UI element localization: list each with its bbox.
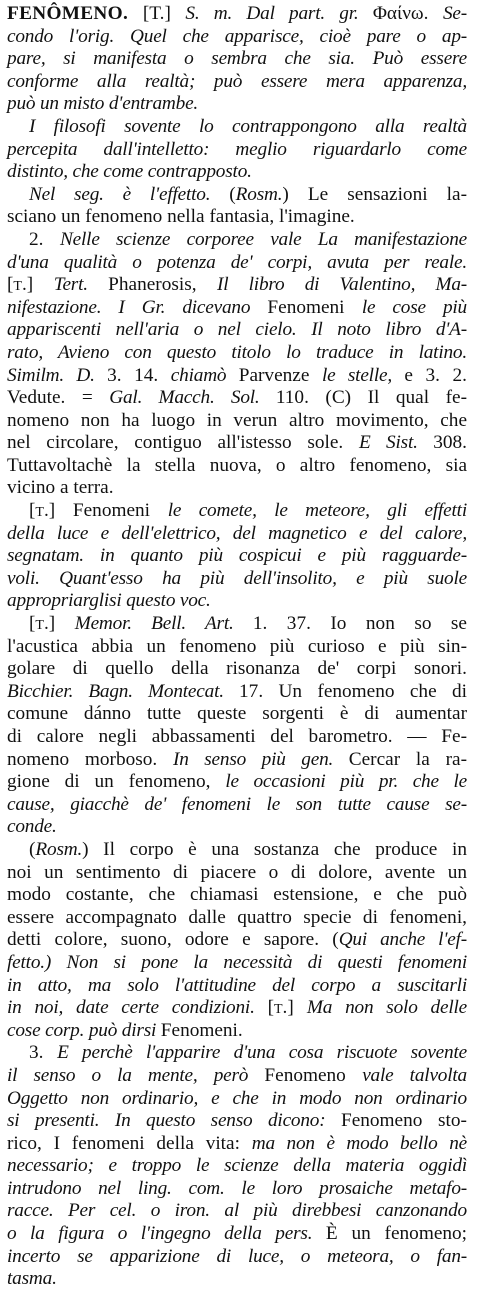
text-run: conde.	[7, 816, 57, 838]
text-line	[7, 975, 467, 998]
text-run: cose corp. può dirsi	[7, 1019, 161, 1041]
text-run: 110. (C) Il qual fe-	[275, 387, 467, 409]
text-run: incerto se apparizione di luce, o meteora, o fan-	[7, 1245, 467, 1267]
text-run: segnatam. in quanto più cospicui e più ragguarde-	[7, 545, 467, 567]
text-run: può un misto d'entrambe.	[7, 93, 199, 115]
text-run: Vedute. =	[7, 387, 110, 409]
text-run: [	[267, 997, 274, 1019]
text-run: 17. Un fenomeno che di	[239, 680, 467, 702]
text-run: 3. 14.	[107, 364, 171, 386]
text-run: fetto.) Non si pone la necessità di questi fenomeni	[7, 951, 467, 973]
text-run: Fenomeno	[264, 1064, 363, 1086]
text-line	[7, 297, 467, 320]
text-line	[7, 477, 467, 500]
text-run: voli. Quant'esso ha più dell'insolito, e più suole	[7, 567, 467, 589]
text-line	[7, 387, 467, 410]
text-run: Tert.	[53, 274, 109, 296]
text-line	[7, 726, 467, 749]
text-run: chiamò	[170, 364, 239, 386]
text-run: essere accompagnato dalle quattro specie di fenomeni,	[7, 906, 467, 928]
text-run: modo costante, che chiamasi estensione, e che può	[7, 884, 467, 906]
text-run: E Sist.	[358, 432, 434, 454]
text-line	[7, 48, 467, 71]
text-line	[7, 319, 467, 342]
text-line	[7, 1042, 467, 1065]
text-run: Tuttavoltachè la stella nuova, o altro fenomeno, sia	[7, 454, 467, 476]
text-run: ma non è modo bello nè	[251, 1132, 467, 1154]
text-line	[7, 568, 467, 591]
text-line	[7, 1133, 467, 1156]
text-run: ]	[287, 997, 307, 1019]
text-run: Fenomeni	[267, 296, 362, 318]
text-line	[7, 613, 467, 636]
text-run: l'acustica abbia un fenomeno più curioso e più sin-	[7, 635, 467, 657]
text-run: distinto, che come contrapposto.	[7, 161, 252, 183]
text-line	[7, 636, 467, 659]
text-line	[7, 1223, 467, 1246]
text-run: Phanerosis,	[108, 274, 217, 296]
text-line	[7, 1020, 467, 1043]
text-run: si presenti. In questo senso dicono:	[7, 1110, 341, 1132]
text-run: intrudono nel ling. com. le loro prosaiche metafo-	[7, 1177, 467, 1199]
text-run: Qui anche l'ef-	[338, 929, 467, 951]
text-line	[7, 703, 467, 726]
text-run: [	[29, 613, 36, 635]
text-run: Se-	[442, 3, 467, 24]
text-run: Parvenze	[238, 364, 322, 386]
text-run: vale talvolta	[362, 1064, 467, 1086]
text-line	[7, 1178, 467, 1201]
text-line	[7, 1155, 467, 1178]
text-line	[7, 1268, 467, 1291]
text-run: ) Le sensazioni la-	[282, 183, 467, 205]
text-run: tasma.	[7, 1268, 57, 1290]
text-line	[7, 161, 467, 184]
text-line	[7, 545, 467, 568]
text-line	[7, 523, 467, 546]
text-line	[7, 3, 467, 26]
text-run: È un fenomeno;	[325, 1223, 468, 1245]
text-run: t.	[35, 613, 49, 635]
text-run: le occasioni più pr. che le	[225, 771, 467, 793]
text-run: della luce e dell'elettrico, del magnetico e del calore,	[7, 522, 467, 544]
text-run: E perchè l'apparire d'una cosa riscuote sovente	[57, 1042, 467, 1064]
text-run: nomeno non ha luogo in verun altro movimento, che	[7, 409, 467, 431]
text-run: racce. Per cel. o iron. al più direbbesi canzonando	[7, 1200, 467, 1222]
text-run: golare di quello della risonanza de' corpi sonori.	[7, 658, 467, 680]
text-run: 2.	[29, 228, 60, 250]
text-run: o la figura o l'ingegno della pers.	[7, 1223, 326, 1245]
text-run: le comete, le meteore, gli effetti	[167, 500, 467, 522]
text-line	[7, 862, 467, 885]
text-line	[7, 681, 467, 704]
text-run: percepita dall'intelletto: meglio riguardarlo come	[7, 138, 467, 160]
text-run: Fenomeno sto-	[340, 1110, 467, 1132]
text-run: cause, giacchè de' fenomeni le son tutte cause se-	[7, 793, 467, 815]
text-line	[7, 229, 467, 252]
text-run: ) Il corpo è una sostanza che produce in	[82, 838, 467, 860]
text-run: (	[229, 183, 236, 205]
text-run: t.	[274, 997, 288, 1019]
text-run: Fenomeni.	[160, 1019, 243, 1041]
text-run: e 3. 2.	[404, 364, 467, 386]
headword: FENÔMENO.	[7, 3, 143, 24]
text-run: Nelle scienze corporee vale La manifestazione	[59, 228, 467, 250]
text-line	[7, 26, 467, 49]
text-run: le cose più	[361, 296, 467, 318]
text-run: Φαίνω.	[372, 3, 443, 24]
text-run: vicino a terra.	[7, 477, 114, 499]
text-line	[7, 658, 467, 681]
text-run: nifestazione. I Gr. dicevano	[7, 296, 268, 318]
text-line	[7, 1246, 467, 1269]
text-run: [	[7, 274, 14, 296]
text-line	[7, 771, 467, 794]
text-line	[7, 907, 467, 930]
text-run: Il libro di Valentino, Ma-	[217, 274, 468, 296]
text-run: 3.	[29, 1042, 58, 1064]
text-run: detti colore, suono, odore e sapore. (	[7, 929, 339, 951]
text-run: in atto, ma solo l'attitudine del corpo a suscitarli	[7, 974, 467, 996]
text-run: rato, Avieno con questo titolo lo traduce in latino.	[7, 341, 467, 363]
text-line	[7, 929, 467, 952]
text-line	[7, 590, 467, 613]
text-run: necessario; e troppo le scienze della materia oggidì	[7, 1155, 467, 1177]
text-run: nel circolare, contiguo all'istesso sole.	[7, 432, 359, 454]
text-run: le stelle,	[321, 364, 405, 386]
text-line	[7, 1065, 467, 1088]
text-run: conforme alla realtà; può essere mera apparenza,	[7, 70, 467, 92]
text-line	[7, 1200, 467, 1223]
text-run: condo l'orig. Quel che apparisce, cioè pare o ap-	[7, 25, 467, 47]
text-run: Rosm.	[235, 183, 283, 205]
text-line	[7, 116, 467, 139]
text-run: (	[29, 838, 36, 860]
text-run: gione di un fenomeno,	[7, 771, 226, 793]
text-line	[7, 410, 467, 433]
text-line	[7, 997, 467, 1020]
text-line	[7, 342, 467, 365]
text-run: ]	[26, 274, 54, 296]
text-run: in noi, date certe condizioni.	[7, 997, 268, 1019]
text-run: comune dánno tutte queste sorgenti è di aumentar	[7, 703, 467, 725]
text-run: d'una qualità o potenza de' corpi, avuta per reale.	[7, 251, 467, 273]
text-line	[7, 816, 467, 839]
text-run: I filosofi sovente lo contrappongono alla realtà	[29, 115, 467, 137]
text-run: [T.]	[142, 3, 186, 24]
text-run: Similm. D.	[7, 364, 108, 386]
text-line	[7, 500, 467, 523]
text-run: Nel seg. è l'effetto.	[29, 183, 230, 205]
text-run: Memor. Bell. Art.	[74, 613, 253, 635]
text-line	[7, 794, 467, 817]
text-line	[7, 71, 467, 94]
text-line	[7, 206, 467, 229]
text-run: 308.	[433, 432, 467, 454]
text-run: Oggetto non ordinario, e che in modo non ordinario	[7, 1087, 467, 1109]
text-line	[7, 139, 467, 162]
text-run: 1. 37. Io non so se	[252, 613, 467, 635]
text-line	[7, 365, 467, 388]
text-line	[7, 252, 467, 275]
text-run: ] Fenomeni	[48, 500, 168, 522]
text-run: Bicchier. Bagn. Montecat.	[7, 680, 240, 702]
text-run: Ma non solo delle	[306, 997, 467, 1019]
text-run: noi un sentimento di piacere o di dolore, avente un	[7, 861, 467, 883]
text-run: t.	[13, 274, 27, 296]
text-line	[7, 455, 467, 478]
text-line	[7, 274, 467, 297]
text-line	[7, 884, 467, 907]
text-run: sciano un fenomeno nella fantasia, l'imagine.	[7, 206, 355, 228]
text-line	[7, 839, 467, 862]
text-run: il senso o la mente, però	[7, 1064, 265, 1086]
text-run: S. m. Dal part. gr.	[185, 3, 373, 24]
text-line	[7, 93, 467, 116]
text-line	[7, 1088, 467, 1111]
text-line	[7, 184, 467, 207]
text-run: appariscenti nell'aria o nel cielo. Il noto libro d'A-	[7, 319, 467, 341]
text-line	[7, 952, 467, 975]
text-run: rico, I fenomeni della vita:	[7, 1132, 252, 1154]
text-run: Gal. Macch. Sol.	[109, 387, 276, 409]
text-run: nomeno morboso.	[7, 748, 173, 770]
text-run: In senso più gen.	[173, 748, 349, 770]
text-run: [	[29, 500, 36, 522]
text-run: ]	[48, 613, 75, 635]
text-run: Cercar la ra-	[348, 748, 467, 770]
text-line	[7, 749, 467, 772]
text-run: pare, si manifesta o sembra che sia. Può essere	[7, 48, 467, 70]
text-run: di calore negli abbassamenti del barometro. — Fe-	[7, 726, 467, 747]
text-line	[7, 432, 467, 455]
text-run: Rosm.	[35, 838, 83, 860]
text-line	[7, 1110, 467, 1133]
text-run: appropriarglisi questo voc.	[7, 590, 211, 612]
text-run: t.	[35, 500, 49, 522]
